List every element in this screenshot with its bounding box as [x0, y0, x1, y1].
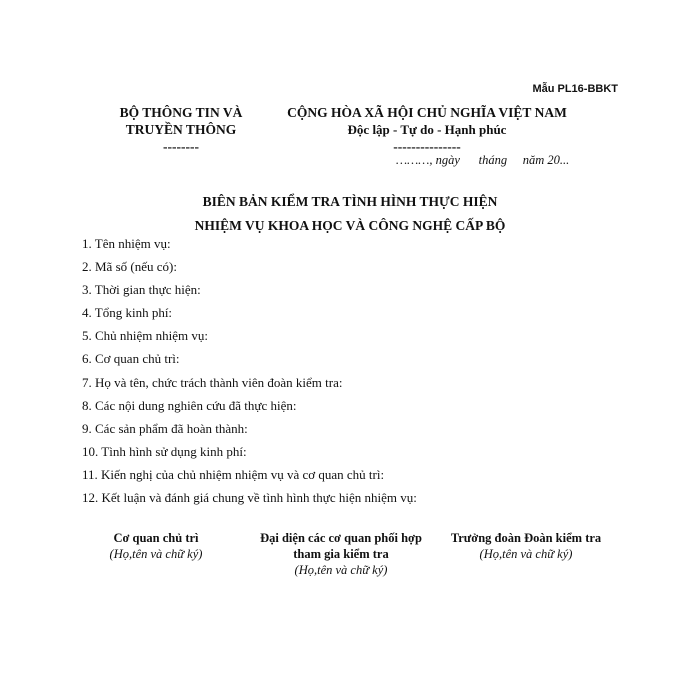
signature-role: Đại diện các cơ quan phối hợp tham gia kiểm tra — [260, 531, 422, 561]
form-code: Mẫu PL16-BBKT — [532, 83, 618, 95]
signature-host-agency — [96, 530, 216, 562]
title-line2: NHIỆM VỤ KHOA HỌC VÀ CÔNG NGHỆ CẤP BỘ — [194, 218, 506, 233]
list-item: 12. Kết luận và đánh giá chung về tình hình thực hiện nhiệm vụ: — [82, 490, 417, 506]
ministry-name-line1: BỘ THÔNG TIN VÀ — [119, 105, 243, 120]
signature-hint: (Họ,tên và chữ ký) — [294, 563, 388, 577]
date-line: ………, ngày tháng năm 20... — [396, 153, 570, 167]
motto-divider: --------------- — [393, 139, 461, 154]
signature-partner-agencies — [248, 530, 434, 578]
list-item: 9. Các sản phẩm đã hoàn thành: — [82, 420, 248, 436]
title-line1: BIÊN BẢN KIỂM TRA TÌNH HÌNH THỰC HIỆN — [202, 194, 498, 209]
country-name: CỘNG HÒA XÃ HỘI CHỦ NGHĨA VIỆT NAM — [287, 105, 567, 120]
signature-hint: (Họ,tên và chữ ký) — [109, 547, 203, 561]
list-item: 10. Tình hình sử dụng kinh phí: — [82, 443, 247, 459]
national-motto: Độc lập - Tự do - Hạnh phúc — [347, 122, 507, 137]
signature-role: Cơ quan chủ trì — [113, 531, 199, 545]
list-item: 3. Thời gian thực hiện: — [82, 282, 201, 298]
document-title — [0, 190, 700, 238]
list-item: 2. Mã số (nếu có): — [82, 259, 177, 275]
list-item: 6. Cơ quan chủ trì: — [82, 351, 180, 367]
signature-role: Trưởng đoàn Đoàn kiểm tra — [450, 531, 602, 545]
ministry-divider: -------- — [163, 139, 199, 154]
list-item: 11. Kiến nghị của chủ nhiệm nhiệm vụ và cơ quan chủ trì: — [82, 466, 385, 482]
report-items — [82, 234, 642, 511]
signature-inspection-head — [446, 530, 606, 562]
ministry-name-line2: TRUYỀN THÔNG — [125, 122, 237, 137]
signature-hint: (Họ,tên và chữ ký) — [479, 547, 573, 561]
list-item: 1. Tên nhiệm vụ: — [82, 236, 171, 251]
list-item: 8. Các nội dung nghiên cứu đã thực hiện: — [82, 397, 297, 413]
list-item: 4. Tổng kinh phí: — [82, 305, 173, 321]
list-item: 5. Chủ nhiệm nhiệm vụ: — [82, 328, 209, 344]
list-item: 7. Họ và tên, chức trách thành viên đoàn kiểm tra: — [82, 374, 343, 390]
ministry-header — [86, 104, 276, 155]
national-header — [262, 104, 592, 155]
